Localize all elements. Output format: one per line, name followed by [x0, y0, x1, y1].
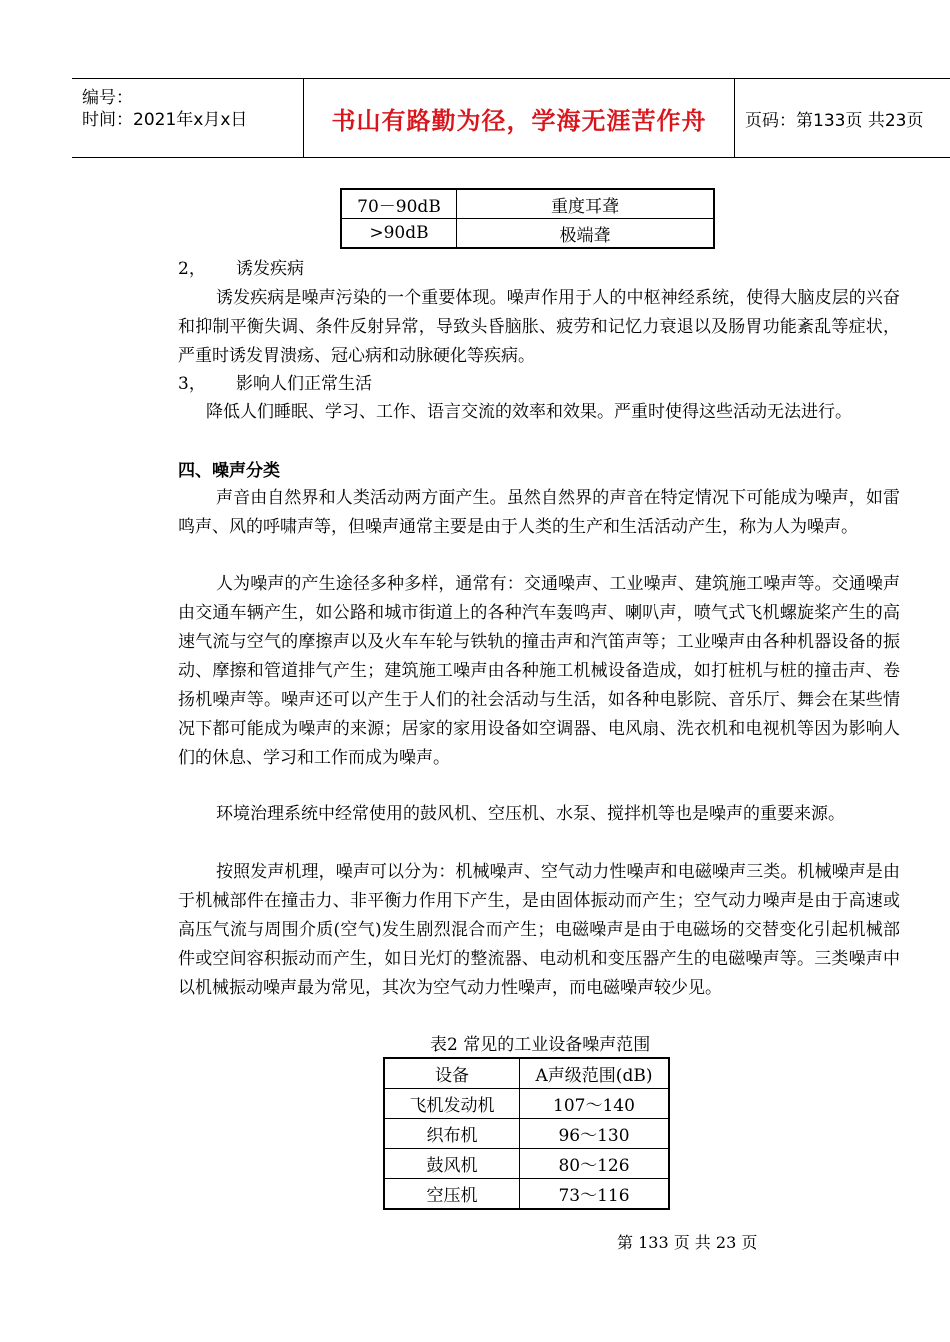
- table-row: [384, 1179, 669, 1210]
- list-item: [178, 369, 372, 394]
- time-label: 时间：2021年x月x日: [82, 110, 248, 130]
- table-row: [384, 1089, 669, 1119]
- equipment-noise-table: [383, 1057, 670, 1210]
- table-cell: >90dB: [341, 219, 457, 249]
- table-cell: 重度耳聋: [457, 189, 715, 219]
- paragraph: 环境治理系统中经常使用的鼓风机、空压机、水泵、搅拌机等也是噪声的重要来源。: [216, 804, 845, 824]
- table-cell: 80～126: [520, 1149, 670, 1179]
- table-cell: 73～116: [520, 1179, 670, 1210]
- paragraph: 人为噪声的产生途径多种多样，通常有：交通噪声、工业噪声、建筑施工噪声等。交通噪声由交通车辆产生，如公路和城市街道上的各种汽车轰鸣声、喇叭声，喷气式飞机螺旋桨产生的高速气流与空气的摩擦声以及火车车轮与铁轨的撞击声和汽笛声等；工业噪声由各种机器设备的振动、摩擦和管道排气产生；建筑施工噪声由各种施工机械设备造成，如打桩机与桩的撞击声、卷扬机噪声等。噪声还可以产生于人们的社会活动与生活，如各种电影院、音乐厅、舞会在某些情况下都可能成为噪声的来源；居家的家用设备如空调器、电风扇、洗衣机和电视机等因为影响人们的休息、学习和工作而成为噪声。: [178, 574, 900, 768]
- item-number: 2，: [178, 259, 206, 279]
- item-number: 3，: [178, 374, 206, 394]
- list-item: [178, 254, 304, 279]
- page-header: [72, 78, 950, 158]
- header-meta: [72, 79, 304, 157]
- page-footer: 第 133 页 共 23 页: [617, 1233, 758, 1252]
- paragraph: 诱发疾病是噪声污染的一个重要体现。噪声作用于人的中枢神经系统，使得大脑皮层的兴奋和抑制平衡失调、条件反射异常，导致头昏脑胀、疲劳和记忆力衰退以及肠胃功能紊乱等症状，严重时诱发胃溃疡、冠心病和动脉硬化等疾病。: [178, 288, 900, 366]
- table-cell: 鼓风机: [384, 1149, 520, 1179]
- item-title: 诱发疾病: [236, 259, 304, 279]
- table-row: [341, 219, 714, 249]
- table-cell: 飞机发动机: [384, 1089, 520, 1119]
- table-cell: 70－90dB: [341, 189, 457, 219]
- hearing-loss-table: [340, 188, 715, 249]
- table-cell: 织布机: [384, 1119, 520, 1149]
- section-heading: 四、噪声分类: [178, 461, 280, 481]
- table-caption: 表2 常见的工业设备噪声范围: [430, 1035, 651, 1055]
- table-cell: 96～130: [520, 1119, 670, 1149]
- table-row: [384, 1149, 669, 1179]
- motto: 书山有路勤为径，学海无涯苦作舟: [304, 79, 735, 157]
- paragraph: 按照发声机理，噪声可以分为：机械噪声、空气动力性噪声和电磁噪声三类。机械噪声是由于机械部件在撞击力、非平衡力作用下产生，是由固体振动而产生；空气动力噪声是由于高速或高压气流与周围介质(空气)发生剧烈混合而产生；电磁噪声是由于电磁场的交替变化引起机械部件或空间容积振动而产生，如日光灯的整流器、电动机和变压器产生的电磁噪声等。三类噪声中以机械振动噪声最为常见，其次为空气动力性噪声，而电磁噪声较少见。: [178, 862, 900, 998]
- paragraph: 声音由自然界和人类活动两方面产生。虽然自然界的声音在特定情况下可能成为噪声，如雷鸣声、风的呼啸声等，但噪声通常主要是由于人类的生产和生活活动产生，称为人为噪声。: [178, 488, 900, 537]
- page-info: 页码：第133页 共23页: [745, 110, 924, 131]
- table-cell: 空压机: [384, 1179, 520, 1210]
- column-header: A声级范围(dB): [520, 1058, 670, 1089]
- table-row: [384, 1119, 669, 1149]
- table-row: [341, 189, 714, 219]
- table-header-row: [384, 1058, 669, 1089]
- table-cell: 极端聋: [457, 219, 715, 249]
- paragraph: 降低人们睡眠、学习、工作、语言交流的效率和效果。严重时使得这些活动无法进行。: [206, 402, 852, 422]
- column-header: 设备: [384, 1058, 520, 1089]
- item-title: 影响人们正常生活: [236, 374, 372, 394]
- serial-label: 编号：: [82, 88, 133, 108]
- table-cell: 107～140: [520, 1089, 670, 1119]
